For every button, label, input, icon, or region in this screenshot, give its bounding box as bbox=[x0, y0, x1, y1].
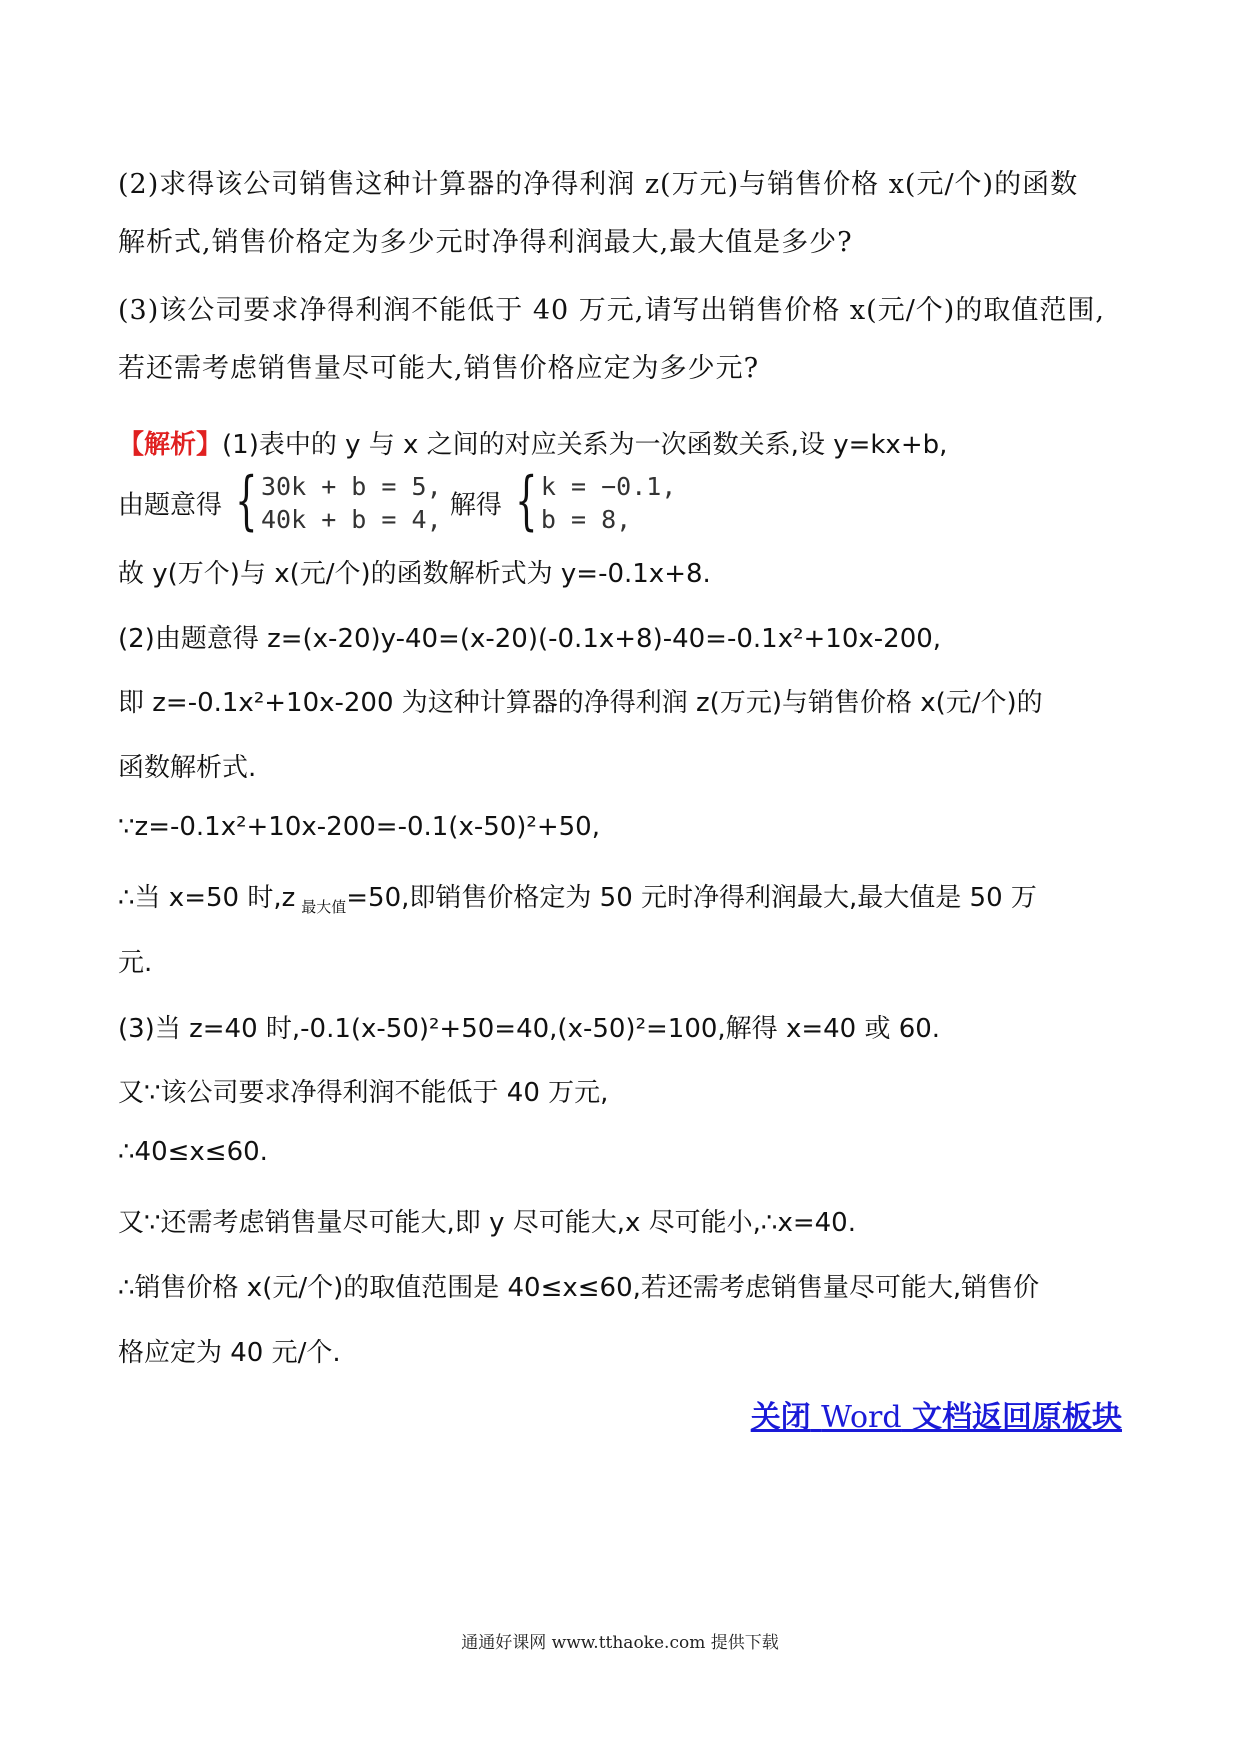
link-text-part3: 文档返回原板块 bbox=[912, 1400, 1122, 1435]
solution-line8 bbox=[118, 877, 1037, 914]
system-sol1: k = −0.1, bbox=[540, 472, 677, 501]
solution-line3: 故 y(万个)与 x(元/个)的函数解析式为 y=-0.1x+8. bbox=[118, 559, 711, 589]
equation-system-line bbox=[118, 464, 677, 538]
system-solution bbox=[510, 464, 677, 538]
max-value-subscript: 最大值 bbox=[301, 898, 347, 916]
system-equations bbox=[230, 464, 442, 538]
system-prefix: 由题意得 bbox=[118, 490, 223, 521]
solution-line14: ∴销售价格 x(元/个)的取值范围是 40≤x≤60,若还需考虑销售量尽可能大,销售价 bbox=[118, 1273, 1040, 1303]
solution-line5: 即 z=-0.1x²+10x-200 为这种计算器的净得利润 z(万元)与销售价格 x(元/个)的 bbox=[118, 688, 1043, 718]
question-part3-line2: 若还需考虑销售量尽可能大,销售价格应定为多少元? bbox=[118, 353, 760, 384]
system-eq1: 30k + b = 5, bbox=[261, 472, 442, 501]
link-text-word: Word bbox=[821, 1400, 902, 1435]
solution-line1-text: (1)表中的 y 与 x 之间的对应关系为一次函数关系,设 y=kx+b, bbox=[222, 430, 948, 460]
solution-line13: 又∵还需考虑销售量尽可能大,即 y 尽可能大,x 尽可能小,∴x=40. bbox=[118, 1208, 856, 1238]
solution-line7: ∵z=-0.1x²+10x-200=-0.1(x-50)²+50, bbox=[118, 812, 600, 842]
system-sol2: b = 8, bbox=[540, 505, 632, 534]
solution-line10: (3)当 z=40 时,-0.1(x-50)²+50=40,(x-50)²=100,解得 x=40 或 60. bbox=[118, 1014, 941, 1044]
question-part2-line2: 解析式,销售价格定为多少元时净得利润最大,最大值是多少? bbox=[118, 227, 853, 258]
solution-line4: (2)由题意得 z=(x-20)y-40=(x-20)(-0.1x+8)-40=-0.1x²+10x-200, bbox=[118, 624, 942, 654]
solution-tag: 【解析】 bbox=[118, 430, 223, 460]
left-brace-icon: { bbox=[235, 464, 258, 538]
solution-line9: 元. bbox=[118, 948, 153, 978]
solution-line15: 格应定为 40 元/个. bbox=[118, 1338, 341, 1368]
line8-part-a: ∴当 x=50 时,z bbox=[118, 883, 296, 913]
system-mid: 解得 bbox=[449, 490, 502, 521]
left-brace-icon: { bbox=[515, 464, 538, 538]
question-part2-line1: (2)求得该公司销售这种计算器的净得利润 z(万元)与销售价格 x(元/个)的函数 bbox=[118, 169, 1079, 200]
page-footer: 通通好课网 www.tthaoke.com 提供下载 bbox=[461, 1633, 779, 1653]
close-word-return-link[interactable] bbox=[751, 1392, 1122, 1436]
question-part3-line1: (3)该公司要求净得利润不能低于 40 万元,请写出销售价格 x(元/个)的取值范围, bbox=[118, 295, 1105, 326]
solution-line1 bbox=[118, 424, 947, 461]
link-text-part1: 关闭 bbox=[750, 1400, 811, 1435]
solution-line6: 函数解析式. bbox=[118, 753, 257, 783]
line8-part-b: =50,即销售价格定为 50 元时净得利润最大,最大值是 50 万 bbox=[346, 883, 1037, 913]
solution-line11: 又∵该公司要求净得利润不能低于 40 万元, bbox=[118, 1078, 609, 1108]
solution-line12: ∴40≤x≤60. bbox=[118, 1137, 268, 1167]
system-eq2: 40k + b = 4, bbox=[261, 505, 442, 534]
